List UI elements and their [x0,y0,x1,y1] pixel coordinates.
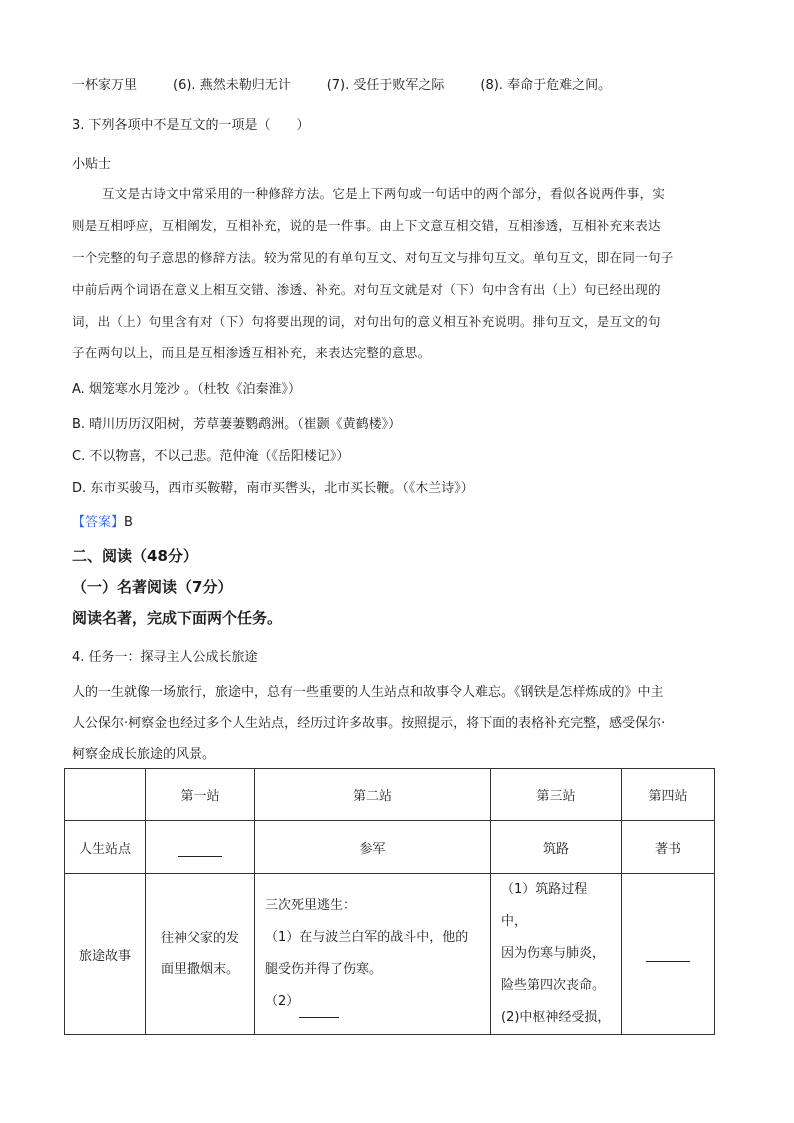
table-row-stops [65,821,715,874]
answer-value: B [124,515,133,530]
story-line: 险些第四次丧命。 [501,978,606,993]
story-line: 因为伤寒与肺炎， [501,946,606,961]
row-label: 人生站点 [65,821,146,874]
story-line: 三次死里逃生： [265,898,357,913]
previous-question-options [72,74,611,93]
question-3-stem: 3. 下列各项中不是互文的一项是（ ） [72,118,310,133]
tip-line: 一个完整的句子意思的修辞方法。较为常见的有单句互文、对句互文与排句互文。单句互文，即在同一句子 [72,250,674,265]
life-stops-table [64,768,715,1035]
story-line: 面里撒烟末。 [160,962,239,977]
fill-blank-cell [622,874,715,1035]
answer-blank[interactable] [178,844,222,857]
option-a: A. 烟笼寒水月笼沙 。（杜牧《泊秦淮》） [72,382,302,397]
table-header-cell: 第一站 [146,769,255,821]
option-6: (6). 燕然未勒归无计 [173,78,291,93]
tip-line: 中前后两个词语在意义上相互交错、渗透、补充。对句互文就是对（下）句中含有出（上）句已经出现的 [72,282,661,297]
option-d: D. 东市买骏马，西市买鞍鞯，南市买辔头，北市买长鞭。（《木兰诗》） [72,481,474,496]
option-7: (7). 受任于败军之际 [326,78,445,93]
option-c: C. 不以物喜，不以己悲。范仲淹（《岳阳楼记》） [72,449,350,464]
tip-line: 则是互相呼应，互相阐发，互相补充，说的是一件事。由上下文意互相交错，互相渗透，互相补充来表达 [72,218,661,233]
row-label: 旅途故事 [65,874,146,1035]
story-line: （1）筑路过程中， [501,882,588,929]
table-header-cell: 第二站 [255,769,491,821]
section-heading: 二、阅读（48分） [72,547,198,565]
option-5-tail: 一杯家万里 [72,78,138,93]
table-header-cell: 第三站 [491,769,622,821]
table-header-cell [65,769,146,821]
intro-line: 柯察金成长旅途的风景。 [72,747,216,762]
table-header-row [65,769,715,821]
story-line: （1）在与波兰白军的战斗中，他的 [265,930,469,945]
answer-tag: 【答案】 [72,515,125,530]
story-line: 腿受伤并得了伤寒。 [265,962,383,977]
sub-heading: （一）名著阅读（7分） [72,578,233,596]
table-cell: 参军 [255,821,491,874]
answer-blank[interactable] [299,1005,339,1018]
answer-blank[interactable] [646,949,690,962]
fill-blank-cell [146,821,255,874]
stop3-story-cell [491,874,622,1035]
story-line: 往神父家的发 [160,931,239,946]
option-8: (8). 奉命于危难之间。 [480,78,612,93]
story-item-label: （2） [265,994,300,1009]
table-row-stories [65,874,715,1035]
tip-line: 互文是古诗文中常采用的一种修辞方法。它是上下两句或一句话中的两个部分，看似各说两件事，实 [102,186,666,201]
stop1-story-cell [146,874,255,1035]
story-line [265,986,480,1018]
stop2-story-cell [255,874,491,1035]
table-header-cell: 第四站 [622,769,715,821]
table-cell: 著书 [622,821,715,874]
instruction: 阅读名著，完成下面两个任务。 [72,609,283,627]
tip-line: 子在两句以上，而且是互相渗透互相补充，来表达完整的意思。 [72,345,431,360]
tip-title: 小贴士 [72,157,112,172]
option-b: B. 晴川历历汉阳树，芳草萋萋鹦鹉洲。（崔颢《黄鹤楼》） [72,417,402,432]
question-4-title: 4. 任务一：探寻主人公成长旅途 [72,650,258,665]
answer-line [72,511,133,530]
tip-line: 词，出（上）句里含有对（下）句将要出现的词，对句出句的意义相互补充说明。排句互文，是互文的句 [72,314,661,329]
intro-line: 人的一生就像一场旅行，旅途中，总有一些重要的人生站点和故事令人难忘。《钢铁是怎样炼成的》中主 [72,685,664,700]
table-cell: 筑路 [491,821,622,874]
intro-line: 人公保尔·柯察金也经过多个人生站点，经历过许多故事。按照提示，将下面的表格补充完整，感受保尔· [72,716,666,731]
story-line: (2)中枢神经受损， [501,1010,611,1025]
